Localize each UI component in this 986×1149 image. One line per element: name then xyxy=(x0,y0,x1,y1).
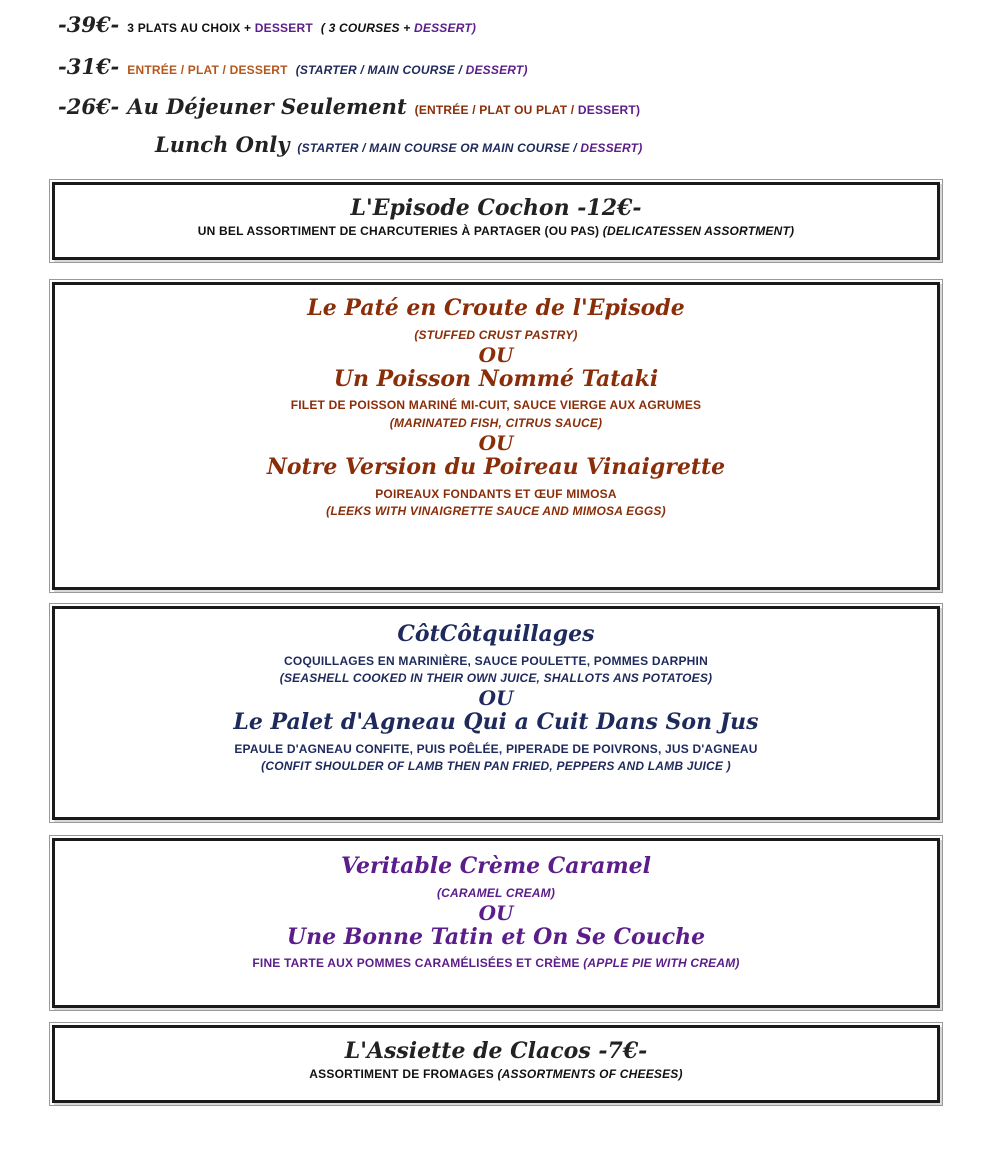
starters-box xyxy=(52,282,940,590)
starter-3-name: Notre Version du Poireau Vinaigrette xyxy=(266,454,726,481)
formula-lunch-en-text: (STARTER / MAIN COURSE OR MAIN COURSE / xyxy=(297,141,581,155)
dessert-1-en: (CARAMEL CREAM) xyxy=(436,885,556,900)
mains-box xyxy=(52,606,940,820)
starters-or-2: OU xyxy=(478,431,514,456)
formula-39-en xyxy=(321,21,476,35)
main-2-fr: EPAULE D'AGNEAU CONFITE, PUIS POÊLÉE, PIPERADE DE POIVRONS, JUS D'AGNEAU xyxy=(234,741,758,756)
price-31: -31€- xyxy=(58,54,120,79)
cheese-box xyxy=(52,1025,940,1103)
main-1-fr: COQUILLAGES EN MARINIÈRE, SAUCE POULETTE, POMMES DARPHIN xyxy=(284,653,708,668)
dessert-2-name: Une Bonne Tatin et On Se Couche xyxy=(286,923,706,950)
dessert-1-name: Veritable Crème Caramel xyxy=(340,853,652,879)
desserts-or: OU xyxy=(478,900,514,925)
formula-lunch-en-dessert: DESSERT) xyxy=(580,141,643,155)
formula-26-label: Au Déjeuner Seulement xyxy=(127,94,407,119)
desserts-box xyxy=(52,838,940,1008)
formula-31-en-dessert: DESSERT) xyxy=(465,63,528,77)
dessert-2-fr: FINE TARTE AUX POMMES CARAMÉLISÉES ET CRÈME xyxy=(252,956,584,971)
price-39: -39€- xyxy=(58,12,120,37)
dessert-2-desc xyxy=(55,955,937,972)
cheese-title: L'Assiette de Clacos -7€- xyxy=(344,1038,648,1064)
formula-31-fr xyxy=(127,63,287,77)
main-2-en: (CONFIT SHOULDER OF LAMB THEN PAN FRIED, PEPPERS AND LAMB JUICE ) xyxy=(261,759,731,774)
main-1-name: CôtCôtquillages xyxy=(397,621,595,647)
cheese-desc-fr: ASSORTIMENT DE FROMAGES xyxy=(309,1067,498,1082)
formula-31-fr-dessert: DESSERT xyxy=(229,63,288,77)
starter-3-en: (LEEKS WITH VINAIGRETTE SAUCE AND MIMOSA EGGS) xyxy=(326,504,666,519)
starter-2-en: (MARINATED FISH, CITRUS SAUCE) xyxy=(389,415,603,430)
starters-or-1: OU xyxy=(478,342,514,367)
dessert-2-en: (APPLE PIE WITH CREAM) xyxy=(583,956,740,971)
price-26: -26€- xyxy=(58,94,120,119)
main-2-name: Le Palet d'Agneau Qui a Cuit Dans Son Jus xyxy=(233,709,759,736)
formula-39-fr-text: 3 PLATS AU CHOIX + xyxy=(127,21,255,35)
formula-39-fr-dessert: DESSERT xyxy=(254,21,313,35)
lunch-only-label: Lunch Only xyxy=(155,132,290,157)
starter-1-en: (STUFFED CRUST PASTRY) xyxy=(414,327,578,342)
formula-26-fr xyxy=(415,103,641,117)
formula-39-en-dessert: DESSERT) xyxy=(414,21,477,35)
starter-3-fr: POIREAUX FONDANTS ET ŒUF MIMOSA xyxy=(375,486,617,501)
formula-39-fr xyxy=(127,21,313,35)
starter-2-fr: FILET DE POISSON MARINÉ MI-CUIT, SAUCE VIERGE AUX AGRUMES xyxy=(290,398,702,413)
formula-lunch xyxy=(155,132,642,157)
charcuterie-title: L'Episode Cochon -12€- xyxy=(350,195,642,221)
charcuterie-box xyxy=(52,182,940,260)
formula-31-en-text: (STARTER / MAIN COURSE / xyxy=(295,63,466,77)
formula-26 xyxy=(58,94,640,119)
formula-39 xyxy=(58,12,476,37)
formula-31-en xyxy=(296,63,528,77)
formula-lunch-en xyxy=(297,141,642,155)
charcuterie-desc-en: (DELICATESSEN ASSORTMENT) xyxy=(602,224,795,239)
formula-26-fr-text: (ENTRÉE / PLAT OU PLAT / xyxy=(414,103,578,117)
cheese-desc xyxy=(55,1066,937,1083)
formula-31-fr-text: ENTRÉE / PLAT / xyxy=(127,63,230,77)
starter-1-name: Le Paté en Croute de l'Episode xyxy=(307,295,685,321)
starter-2-name: Un Poisson Nommé Tataki xyxy=(333,365,659,392)
formula-26-fr-dessert: DESSERT) xyxy=(577,103,641,117)
charcuterie-desc xyxy=(55,223,937,240)
cheese-desc-en: (ASSORTMENTS OF CHEESES) xyxy=(497,1067,683,1082)
charcuterie-desc-fr: UN BEL ASSORTIMENT DE CHARCUTERIES À PARTAGER (OU PAS) xyxy=(197,224,603,239)
formula-31 xyxy=(58,54,528,79)
main-1-en: (SEASHELL COOKED IN THEIR OWN JUICE, SHALLOTS ANS POTATOES) xyxy=(279,670,713,685)
mains-or: OU xyxy=(478,686,514,711)
formula-39-en-text: ( 3 COURSES + xyxy=(320,21,415,35)
